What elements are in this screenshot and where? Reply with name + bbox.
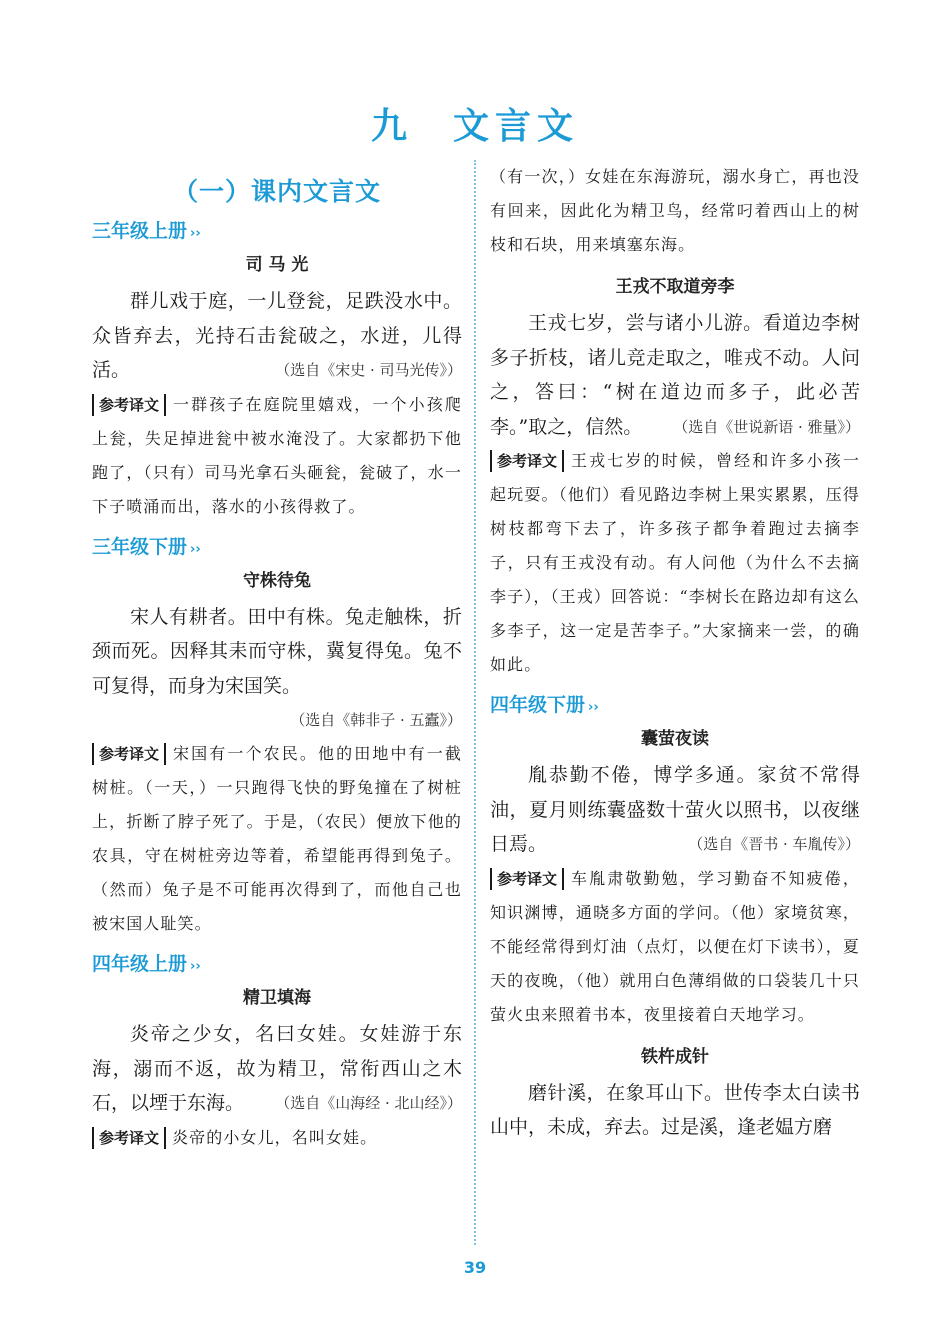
grade-heading-3b: 三年级下册 ›› bbox=[92, 535, 201, 558]
translation-label: 参考译文 bbox=[490, 868, 564, 890]
right-column bbox=[490, 160, 860, 1145]
original-text: 炎帝之少女，名曰女娃。女娃游于东海，溺而不返，故为精卫，常衔西山之木石，以堙于东海。 （选自《山海经 · 北山经》） bbox=[92, 1017, 462, 1121]
lesson-title-jingwei: 精卫填海 bbox=[243, 988, 311, 1008]
lesson-title-wangrong: 王戎不取道旁李 bbox=[615, 277, 735, 297]
left-column bbox=[92, 160, 462, 1155]
lesson-title-sima-guang: 司 马 光 bbox=[245, 255, 309, 275]
source-citation: （选自《韩非子 · 五蠹》） bbox=[290, 711, 462, 729]
translation-label: 参考译文 bbox=[92, 743, 166, 765]
translation-text: 参考译文 宋国有一个农民。他的田地中有一截树桩。（一天，）一只跑得飞快的野兔撞在了树桩上，折断了脖子死了。于是，（农民）便放下他的农具，守在树桩旁边等着，希望能再得到兔子。（然而）兔子是不可能再次得到了，而他自己也被宋国人耻笑。 bbox=[92, 744, 462, 933]
lesson-title-tiechu: 铁杵成针 bbox=[641, 1046, 709, 1067]
translation-text-continued: （有一次，）女娃在东海游玩，溺水身亡，再也没有回来，因此化为精卫鸟，经常叼着西山上的树枝和石块，用来填塞东海。 bbox=[490, 167, 860, 254]
grade-heading-4a: 四年级上册 ›› bbox=[92, 953, 201, 975]
lesson-title-shouzhu: 守株待兔 bbox=[243, 570, 311, 591]
translation-label: 参考译文 bbox=[92, 1127, 166, 1149]
source-citation: （选自《世说新语 · 雅量》） bbox=[673, 417, 860, 436]
original-text: 磨针溪，在象耳山下。世传李太白读书山中，未成，弃去。过是溪，逢老媪方磨 bbox=[490, 1081, 860, 1138]
original-text: 王戎七岁，尝与诸小儿游。看道边李树多子折枝，诸儿竞走取之，唯戎不动。人问之，答曰：“树在道边而多子，此必苦李。”取之，信然。 （选自《世说新语 · 雅量》） bbox=[490, 306, 860, 444]
grade-heading-3a: 三年级上册 ›› bbox=[92, 220, 201, 242]
translation-label: 参考译文 bbox=[490, 450, 564, 472]
double-chevron-icon: ›› bbox=[190, 541, 201, 557]
page-number: 39 bbox=[463, 1258, 487, 1277]
translation-text: 参考译文 车胤肃敬勤勉，学习勤奋不知疲倦，知识渊博，通晓多方面的学问。（他）家境贫寒，不能经常得到灯油（点灯，以便在灯下读书），夏天的夜晚，（他）就用白色薄绢做的口袋装几十只萤火虫来照着书本，夜里接着白天地学习。 bbox=[490, 868, 860, 1024]
double-chevron-icon: ›› bbox=[588, 700, 599, 715]
original-text: 宋人有耕者。田中有株。兔走触株，折颈而死。因释其耒而守株，冀复得兔。兔不可复得，而身为宋国笑。 bbox=[92, 605, 462, 697]
double-chevron-icon: ›› bbox=[190, 226, 201, 241]
double-chevron-icon: ›› bbox=[190, 959, 201, 974]
source-citation: （选自《晋书 · 车胤传》） bbox=[688, 835, 860, 853]
translation-text: 参考译文 王戎七岁的时候，曾经和许多小孩一起玩耍。（他们）看见路边李树上果实累累，压得树枝都弯下去了，许多孩子都争着跑过去摘李子，只有王戎没有动。有人问他（为什么不去摘李子），（王戎）回答说：“李树长在路边却有这么多李子，这一定是苦李子。”大家摘来一尝，的确如此。 bbox=[490, 451, 860, 674]
page-title: 九 文言文 bbox=[370, 106, 580, 147]
translation-text: 参考译文 炎帝的小女儿，名叫女娃。 bbox=[92, 1121, 462, 1155]
source-citation: （选自《山海经 · 北山经》） bbox=[275, 1094, 462, 1112]
translation-text: 参考译文 一群孩子在庭院里嬉戏，一个小孩爬上瓮，失足掉进瓮中被水淹没了。大家都扔下他跑了，（只有）司马光拿石头砸瓮，瓮破了，水一下子喷涌而出，落水的小孩得救了。 bbox=[92, 394, 462, 516]
grade-heading-4b: 四年级下册 ›› bbox=[490, 694, 599, 716]
section-title: （一）课内文言文 bbox=[172, 177, 381, 206]
original-text: 群儿戏于庭，一儿登瓮，足跌没水中。众皆弃去，光持石击瓮破之，水迸，儿得活。 （选自《宋史 · 司马光传》） bbox=[92, 284, 462, 388]
original-text: 胤恭勤不倦，博学多通。家贫不常得油，夏月则练囊盛数十萤火以照书，以夜继日焉。 （选自《晋书 · 车胤传》） bbox=[490, 758, 860, 862]
translation-label: 参考译文 bbox=[92, 394, 166, 416]
column-divider bbox=[474, 160, 476, 1245]
lesson-title-nangying: 囊萤夜读 bbox=[641, 729, 709, 749]
source-citation: （选自《宋史 · 司马光传》） bbox=[275, 361, 462, 379]
